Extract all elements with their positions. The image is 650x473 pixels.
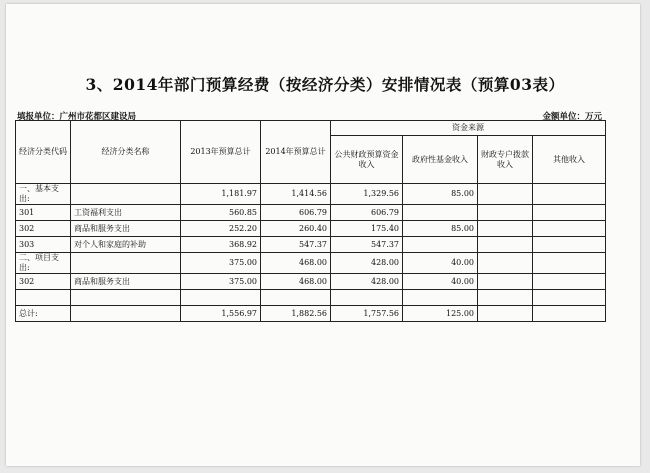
header-public-fiscal: 公共财政预算资金收入 (331, 136, 403, 184)
cell-public-fiscal: 1,329.56 (331, 184, 403, 205)
cell-gov-fund: 40.00 (403, 274, 478, 290)
cell-other (533, 274, 606, 290)
cell-public-fiscal: 1,757.56 (331, 306, 403, 322)
header-name: 经济分类名称 (71, 121, 181, 184)
cell-special-account (478, 237, 533, 253)
cell-public-fiscal: 175.40 (331, 221, 403, 237)
header-other: 其他收入 (533, 136, 606, 184)
cell-name (71, 253, 181, 274)
cell-name: 工资福利支出 (71, 205, 181, 221)
cell-gov-fund (403, 237, 478, 253)
header-special-account: 财政专户拨款收入 (478, 136, 533, 184)
cell-other (533, 221, 606, 237)
cell-other (533, 237, 606, 253)
table-row (16, 205, 606, 221)
cell-gov-fund: 40.00 (403, 253, 478, 274)
header-total-2013: 2013年预算总计 (181, 121, 261, 184)
cell-total-2014: 260.40 (261, 221, 331, 237)
cell-total-2013: 252.20 (181, 221, 261, 237)
cell-gov-fund: 85.00 (403, 221, 478, 237)
table-row (16, 184, 606, 205)
cell-special-account (478, 306, 533, 322)
cell-code: 302 (16, 221, 71, 237)
table-row (16, 253, 606, 274)
cell-total-2013: 375.00 (181, 253, 261, 274)
cell-special-account (478, 221, 533, 237)
cell-total-2013: 368.92 (181, 237, 261, 253)
cell-total-2014: 547.37 (261, 237, 331, 253)
cell-code: 303 (16, 237, 71, 253)
table-row (16, 237, 606, 253)
page-title: 3、2014年部门预算经费（按经济分类）安排情况表（预算03表） (85, 75, 565, 94)
cell-total-2013: 560.85 (181, 205, 261, 221)
cell-name: 商品和服务支出 (71, 274, 181, 290)
cell-gov-fund: 85.00 (403, 184, 478, 205)
cell-total-2013: 1,181.97 (181, 184, 261, 205)
cell-public-fiscal: 428.00 (331, 253, 403, 274)
cell-special-account (478, 184, 533, 205)
budget-table (15, 120, 606, 322)
cell-other (533, 253, 606, 274)
cell-name (71, 306, 181, 322)
table-row (16, 290, 606, 306)
cell-total-2014: 468.00 (261, 253, 331, 274)
header-total-2014: 2014年预算总计 (261, 121, 331, 184)
cell-total-2014: 468.00 (261, 274, 331, 290)
cell-name: 商品和服务支出 (71, 221, 181, 237)
cell-public-fiscal (331, 290, 403, 306)
cell-code (16, 290, 71, 306)
cell-gov-fund: 125.00 (403, 306, 478, 322)
cell-other (533, 184, 606, 205)
table-row (16, 221, 606, 237)
cell-total-2013: 1,556.97 (181, 306, 261, 322)
cell-name (71, 184, 181, 205)
cell-other (533, 205, 606, 221)
cell-gov-fund (403, 290, 478, 306)
reporting-unit: 填报单位：广州市花都区建设局 (17, 112, 137, 122)
cell-total-2014 (261, 290, 331, 306)
cell-special-account (478, 205, 533, 221)
cell-total-2013 (181, 290, 261, 306)
cell-special-account (478, 290, 533, 306)
header-code: 经济分类代码 (16, 121, 71, 184)
cell-code: 一、基本支出: (16, 184, 71, 205)
cell-other (533, 306, 606, 322)
cell-total-2014: 1,882.56 (261, 306, 331, 322)
cell-public-fiscal: 606.79 (331, 205, 403, 221)
cell-code: 总计: (16, 306, 71, 322)
header-gov-fund: 政府性基金收入 (403, 136, 478, 184)
cell-public-fiscal: 547.37 (331, 237, 403, 253)
cell-code: 二、项目支出: (16, 253, 71, 274)
cell-gov-fund (403, 205, 478, 221)
amount-unit: 金额单位：万元 (542, 112, 602, 122)
cell-code: 302 (16, 274, 71, 290)
table-row (16, 274, 606, 290)
cell-code: 301 (16, 205, 71, 221)
cell-name (71, 290, 181, 306)
cell-name: 对个人和家庭的补助 (71, 237, 181, 253)
cell-other (533, 290, 606, 306)
cell-special-account (478, 253, 533, 274)
cell-special-account (478, 274, 533, 290)
table-row-total (16, 306, 606, 322)
cell-total-2014: 1,414.56 (261, 184, 331, 205)
header-funding-source: 资金来源 (331, 121, 606, 136)
cell-total-2013: 375.00 (181, 274, 261, 290)
cell-total-2014: 606.79 (261, 205, 331, 221)
cell-public-fiscal: 428.00 (331, 274, 403, 290)
